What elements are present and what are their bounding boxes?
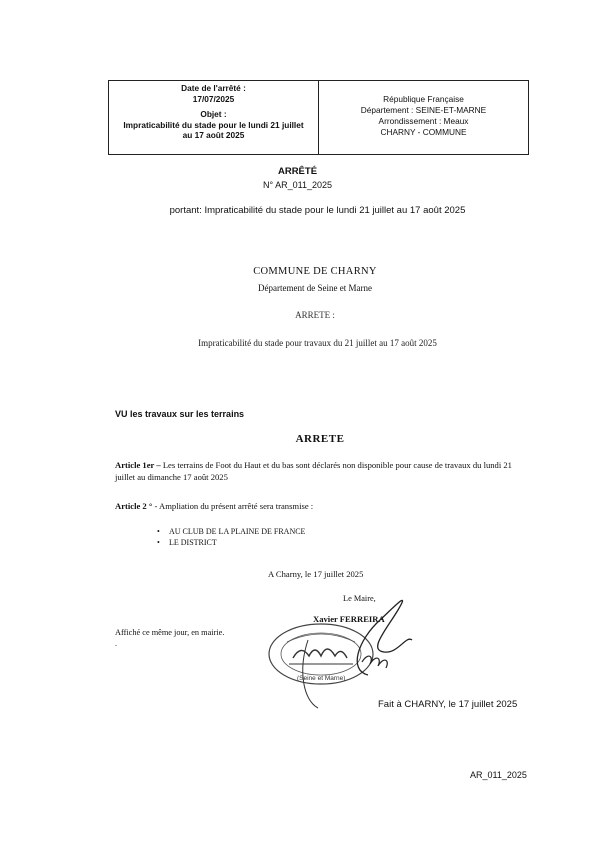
portant-line: portant: Impraticabilité du stade pour le lundi 21 juillet au 17 août 2025 [169,205,466,216]
document-title: ARRÊTÉ [277,166,318,177]
maire-name: Xavier FERREIRA [313,614,385,624]
article-1-label: Article 1er – [115,460,161,470]
departement-heading: Département de Seine et Marne [258,283,372,293]
arrete-subheading: ARRETE : [295,310,335,320]
recipient-list [157,526,305,548]
header-right-cell [319,81,528,154]
header-left-cell [109,81,319,154]
vu-line: VU les travaux sur les terrains [115,409,245,419]
fait-a-line: Fait à CHARNY, le 17 juillet 2025 [378,699,518,710]
arrondissement-line: Arrondissement : Meaux [378,116,469,126]
article-1-text: Les terrains de Foot du Haut et du bas sont déclarés non disponible pour cause de travaux du lundi 21 juillet au dimanche 17 août 2025 [115,460,512,482]
header-box [108,80,529,155]
arrete-number: N° AR_011_2025 [263,180,332,190]
objet-label: Objet : [200,109,227,119]
affiche-line: Affiché ce même jour, en mairie. [115,628,225,637]
article-2-label: Article 2 ° [115,501,153,511]
maire-title: Le Maire, [343,594,376,603]
arrete-heading: ARRETE [295,433,345,445]
document-reference: AR_011_2025 [470,770,527,780]
commune-line: CHARNY - COMMUNE [380,127,467,137]
dot-mark: . [115,639,117,648]
date-label: Date de l'arrêté : [181,83,246,93]
article-2 [115,501,515,511]
article-1 [115,459,515,483]
republique-line: République Française [383,94,464,104]
stamp-text: (Seine et Marne) [297,675,346,682]
list-item: • LE DISTRICT [157,537,305,548]
commune-heading: COMMUNE DE CHARNY [253,266,377,277]
place-date: A Charny, le 17 juillet 2025 [268,569,364,579]
article-2-text: - Ampliation du présent arrêté sera transmise : [154,501,314,511]
list-item: • AU CLUB DE LA PLAINE DE FRANCE [157,526,305,537]
handwritten-signature [288,580,428,710]
departement-line: Département : SEINE-ET-MARNE [360,105,487,115]
date-value: 17/07/2025 [192,93,235,104]
objet-value: Impraticabilité du stade pour le lundi 21 juillet au 17 août 2025 [123,119,304,140]
intro-line: Impraticabilité du stade pour travaux du 21 juillet au 17 août 2025 [198,338,437,348]
